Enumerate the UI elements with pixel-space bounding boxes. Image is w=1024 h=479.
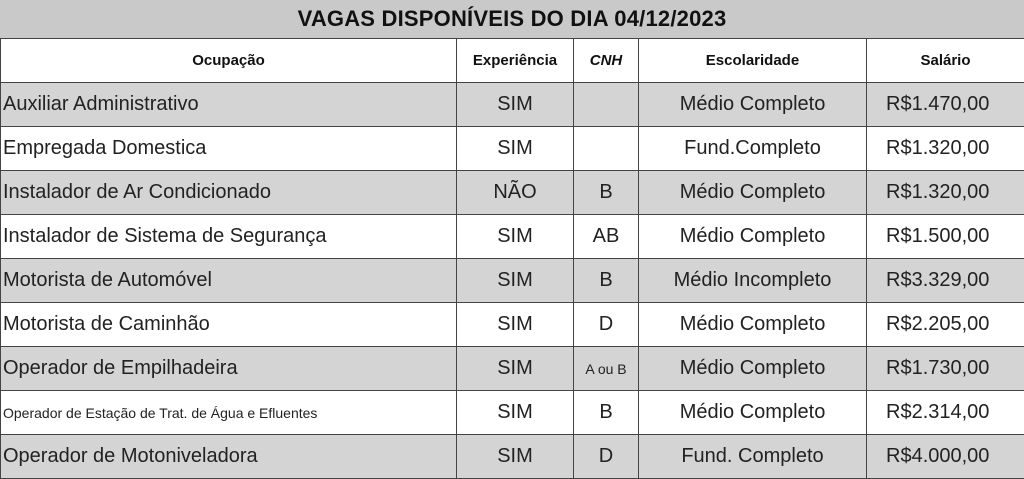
cell-ocupacao: Motorista de Automóvel: [1, 259, 457, 303]
cell-experiencia: SIM: [457, 259, 574, 303]
cell-escolaridade: Médio Completo: [639, 215, 867, 259]
cell-experiencia: SIM: [457, 391, 574, 435]
cell-cnh: [574, 127, 639, 171]
table-row: [1, 303, 1024, 347]
cell-experiencia: SIM: [457, 127, 574, 171]
cell-cnh: D: [574, 435, 639, 479]
cell-experiencia: SIM: [457, 347, 574, 391]
cell-experiencia: SIM: [457, 215, 574, 259]
header-row: [1, 39, 1024, 83]
header-experiencia: Experiência: [457, 39, 574, 83]
cell-escolaridade: Médio Incompleto: [639, 259, 867, 303]
cell-ocupacao: Operador de Estação de Trat. de Água e Efluentes: [1, 391, 457, 435]
cell-salario: R$2.314,00: [867, 391, 1024, 435]
cell-cnh: AB: [574, 215, 639, 259]
cell-cnh: B: [574, 171, 639, 215]
cell-salario: R$1.320,00: [867, 127, 1024, 171]
page-title: VAGAS DISPONÍVEIS DO DIA 04/12/2023: [0, 0, 1024, 39]
cell-ocupacao: Motorista de Caminhão: [1, 303, 457, 347]
cell-salario: R$1.500,00: [867, 215, 1024, 259]
cell-escolaridade: Médio Completo: [639, 83, 867, 127]
cell-salario: R$3.329,00: [867, 259, 1024, 303]
cell-ocupacao: Empregada Domestica: [1, 127, 457, 171]
cell-experiencia: SIM: [457, 303, 574, 347]
cell-escolaridade: Médio Completo: [639, 171, 867, 215]
cell-cnh: [574, 83, 639, 127]
table-row: [1, 127, 1024, 171]
vacancies-table: [0, 38, 1024, 479]
cell-salario: R$1.470,00: [867, 83, 1024, 127]
table-row: [1, 83, 1024, 127]
cell-salario: R$2.205,00: [867, 303, 1024, 347]
cell-experiencia: NÃO: [457, 171, 574, 215]
table-row: [1, 391, 1024, 435]
header-ocupacao: Ocupação: [1, 39, 457, 83]
cell-escolaridade: Médio Completo: [639, 391, 867, 435]
cell-ocupacao: Operador de Empilhadeira: [1, 347, 457, 391]
table-row: [1, 215, 1024, 259]
cell-ocupacao: Instalador de Sistema de Segurança: [1, 215, 457, 259]
table-row: [1, 347, 1024, 391]
cell-ocupacao: Instalador de Ar Condicionado: [1, 171, 457, 215]
cell-cnh: B: [574, 259, 639, 303]
cell-escolaridade: Fund.Completo: [639, 127, 867, 171]
cell-escolaridade: Fund. Completo: [639, 435, 867, 479]
cell-salario: R$1.320,00: [867, 171, 1024, 215]
header-salario: Salário: [867, 39, 1024, 83]
cell-salario: R$1.730,00: [867, 347, 1024, 391]
header-escolaridade: Escolaridade: [639, 39, 867, 83]
header-cnh: CNH: [574, 39, 639, 83]
table-row: [1, 435, 1024, 479]
table-row: [1, 171, 1024, 215]
cell-cnh: D: [574, 303, 639, 347]
cell-experiencia: SIM: [457, 435, 574, 479]
cell-salario: R$4.000,00: [867, 435, 1024, 479]
cell-escolaridade: Médio Completo: [639, 347, 867, 391]
cell-escolaridade: Médio Completo: [639, 303, 867, 347]
cell-experiencia: SIM: [457, 83, 574, 127]
cell-ocupacao: Auxiliar Administrativo: [1, 83, 457, 127]
cell-cnh: B: [574, 391, 639, 435]
table-row: [1, 259, 1024, 303]
cell-cnh: A ou B: [574, 347, 639, 391]
cell-ocupacao: Operador de Motoniveladora: [1, 435, 457, 479]
